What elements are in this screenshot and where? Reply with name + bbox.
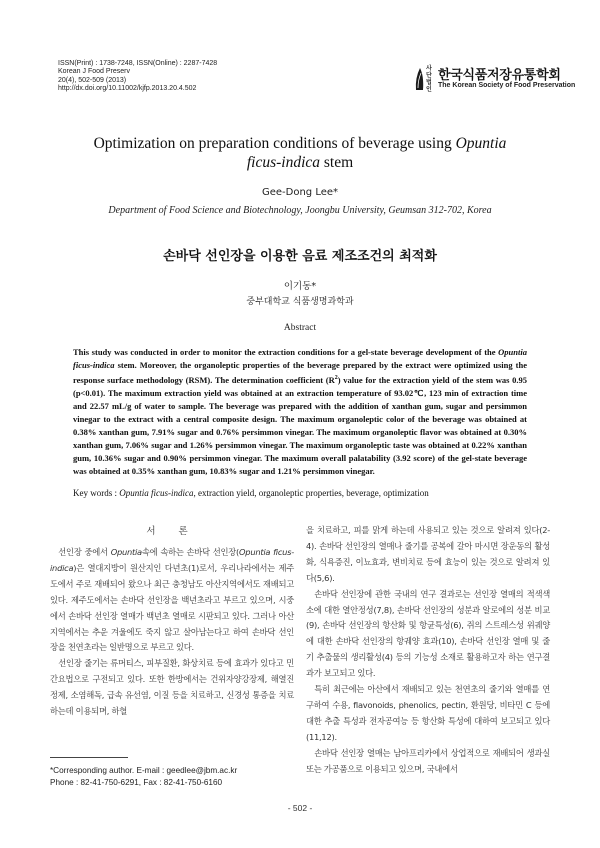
title-species: ficus-indica (246, 154, 321, 171)
left-p1-text-b: 속에 속하는 손바닥 선인장( (141, 547, 240, 557)
left-column (50, 545, 294, 720)
meta-issn: ISSN(Print) : 1738-7248, ISSN(Online) : 2287-7428 (58, 60, 218, 67)
left-paragraph-1 (50, 545, 294, 656)
logo-small-text: 사단법인 (426, 65, 432, 93)
left-p1-text-c: )은 열대지방이 원산지인 다년초(1)로서, 우리나라에서는 제주도에서 주로 재배되어 왔으나 최근 충청남도 아산지역에서도 재배되고 있다. 제주도에서는 손바닥 선인장을 백년초라고 부르고 있으며, 시중에서 손바닥 선인장 열매가 백년초 열매로 시판되고 있다. 그러나 아산지역에서는 추운 겨울에도 죽지 않고 살아남는다고 하여 손바닥 선인장을 천연초라는 일반명으로 부르고 있다. (50, 562, 294, 653)
author-name: Gee-Dong Lee* (261, 187, 339, 198)
footnote-divider (50, 757, 128, 758)
meta-volume: 20(4), 502-509 (2013) (58, 76, 127, 84)
author-affiliation: Department of Food Science and Biotechnology, Joongbu University, Geumsan 312-702, Korea (108, 205, 492, 216)
logo-english-name: The Korean Society of Food Preservation (438, 82, 576, 89)
keywords (73, 488, 533, 498)
abstract-species: Opuntia ficus-indica (73, 347, 527, 371)
right-paragraph-4: 손바닥 선인장 열매는 남아프리카에서 상업적으로 재배되어 생과실 또는 가공품으로 이용되고 있으며, 국내에서 (306, 747, 550, 774)
keywords-species: Opuntia ficus-indica (119, 488, 194, 498)
abstract-heading: Abstract (283, 323, 317, 333)
title-text-1: Optimization on preparation conditions of beverage using (93, 135, 456, 152)
abstract-body (73, 346, 527, 478)
keywords-label: Key words : (73, 488, 120, 498)
meta-journal: Korean J Food Preserv (58, 68, 130, 76)
title-genus: Opuntia (455, 135, 507, 152)
footnote-phone: Phone : 82-41-750-6291, Fax : 82-41-750-6160 (50, 778, 223, 787)
right-column (306, 523, 550, 778)
abstract-text-1: This study was conducted in order to monitor the extraction conditions for a gel-state beverage development of the (73, 347, 499, 357)
korean-affiliation: 중부대학교 식품생명과학과 (246, 297, 354, 307)
right-paragraph-1: 을 치료하고, 피를 맑게 하는데 사용되고 있는 것으로 알려져 있다(2-4). 손바닥 선인장의 열매나 줄기를 공복에 갈아 마시면 장운동의 활성화, 식욕증진, 이뇨효과, 변비치료 등에 효능이 있는 것으로 알려져 있다(5,6). (306, 525, 550, 583)
society-logo (414, 62, 576, 96)
meta-doi[interactable]: http://dx.doi.org/10.11002/kjfp.2013.20.4.502 (58, 85, 197, 93)
title-text-2: stem (320, 154, 354, 171)
left-p1-text-a: 선인장 중에서 (58, 547, 111, 557)
abstract-text-3: ) value for the extraction yield of the stem was 0.95 (p<0.01). The maximum extraction yield was obtained at an extraction temperature of 93.02℃, 123 min of extraction time and 22.57 mL/g of water to sample. The beverage was prepared with the addition of xanthan gum, sugar and persimmon vinegar to the extract with a central composite design. The maximum organoleptic color of the beverage was obtained at 0.38% xanthan gum, 7.91% sugar and 0.76% persimmon vinegar. The maximum organoleptic flavor was obtained at 0.30% xanthan gum, 7.06% sugar and 1.26% persimmon vinegar. The maximum organoleptic taste was obtained at 0.22% xanthan gum, 10.36% sugar and 0.90% persimmon vinegar. The maximum overall palatability (3.92 score) of the gel-state beverage was obtained at 0.35% xanthan gum, 10.83% sugar and 1.21% persimmon vinegar. (73, 374, 527, 477)
abstract-superscript: 2 (334, 375, 338, 382)
abstract-text-2: stem. Moreover, the organoleptic properties of the beverage prepared by the extract were optimized using the response surface methodology (RSM). The determination coefficient (R (73, 360, 527, 385)
keywords-rest: , extraction yield, organoleptic properties, beverage, optimization (193, 488, 429, 498)
left-paragraph-2: 선인장 줄기는 류머티스, 피부질환, 화상치료 등에 효과가 있다고 민간요법으로 구전되고 있다. 또한 한방에서는 건위자양강장제, 해열진정제, 소염해독, 급속 유선염, 이질 등을 치료하고, 신경성 통증을 치료하는데 이용되며, 하혈 (50, 658, 294, 717)
left-p1-species: Opuntia ficus-indica (50, 547, 294, 573)
logo-korean-name: 한국식품저장유통학회 (438, 68, 561, 83)
korean-author: 이기동* (283, 281, 317, 292)
page-number: - 502 - (287, 803, 313, 813)
footnote (50, 765, 237, 789)
left-p1-genus: Opuntia (110, 547, 142, 557)
journal-meta (58, 60, 217, 94)
right-paragraph-3: 특히 최근에는 아산에서 재배되고 있는 천연초의 줄기와 열매를 연구하여 수용, flavonoids, phenolics, pectin, 환원당, 비타민 C 등에 대한 추출 특성과 전자공여능 등 항산화 특성에 대하여 보고되고 있다(11,12). (306, 684, 550, 742)
society-logo-mark (414, 64, 426, 92)
paper-title (40, 134, 560, 172)
korean-title: 손바닥 선인장을 이용한 음료 제조조건의 최적화 (163, 249, 437, 264)
footnote-email: *Corresponding author. E-mail : geedlee@jbm.ac.kr (50, 766, 238, 775)
section-heading-introduction: 서 론 (146, 526, 198, 537)
right-paragraph-2: 손바닥 선인장에 관한 국내의 연구 결과로는 선인장 열매의 적색색소에 대한 열안정성(7,8), 손바닥 선인장의 성분과 알로에의 성분 비교(9), 손바닥 선인장의 항산화 및 항균특성(6), 쥐의 스트레스성 위궤양에 대한 손바닥 선인장의 항궤양 효과(10), 손바닥 선인장 열매 및 줄기 추출물의 생리활성(4) 등의 기능성 소재로 활용하고자 하는 연구결과가 보고되고 있다. (306, 588, 550, 679)
